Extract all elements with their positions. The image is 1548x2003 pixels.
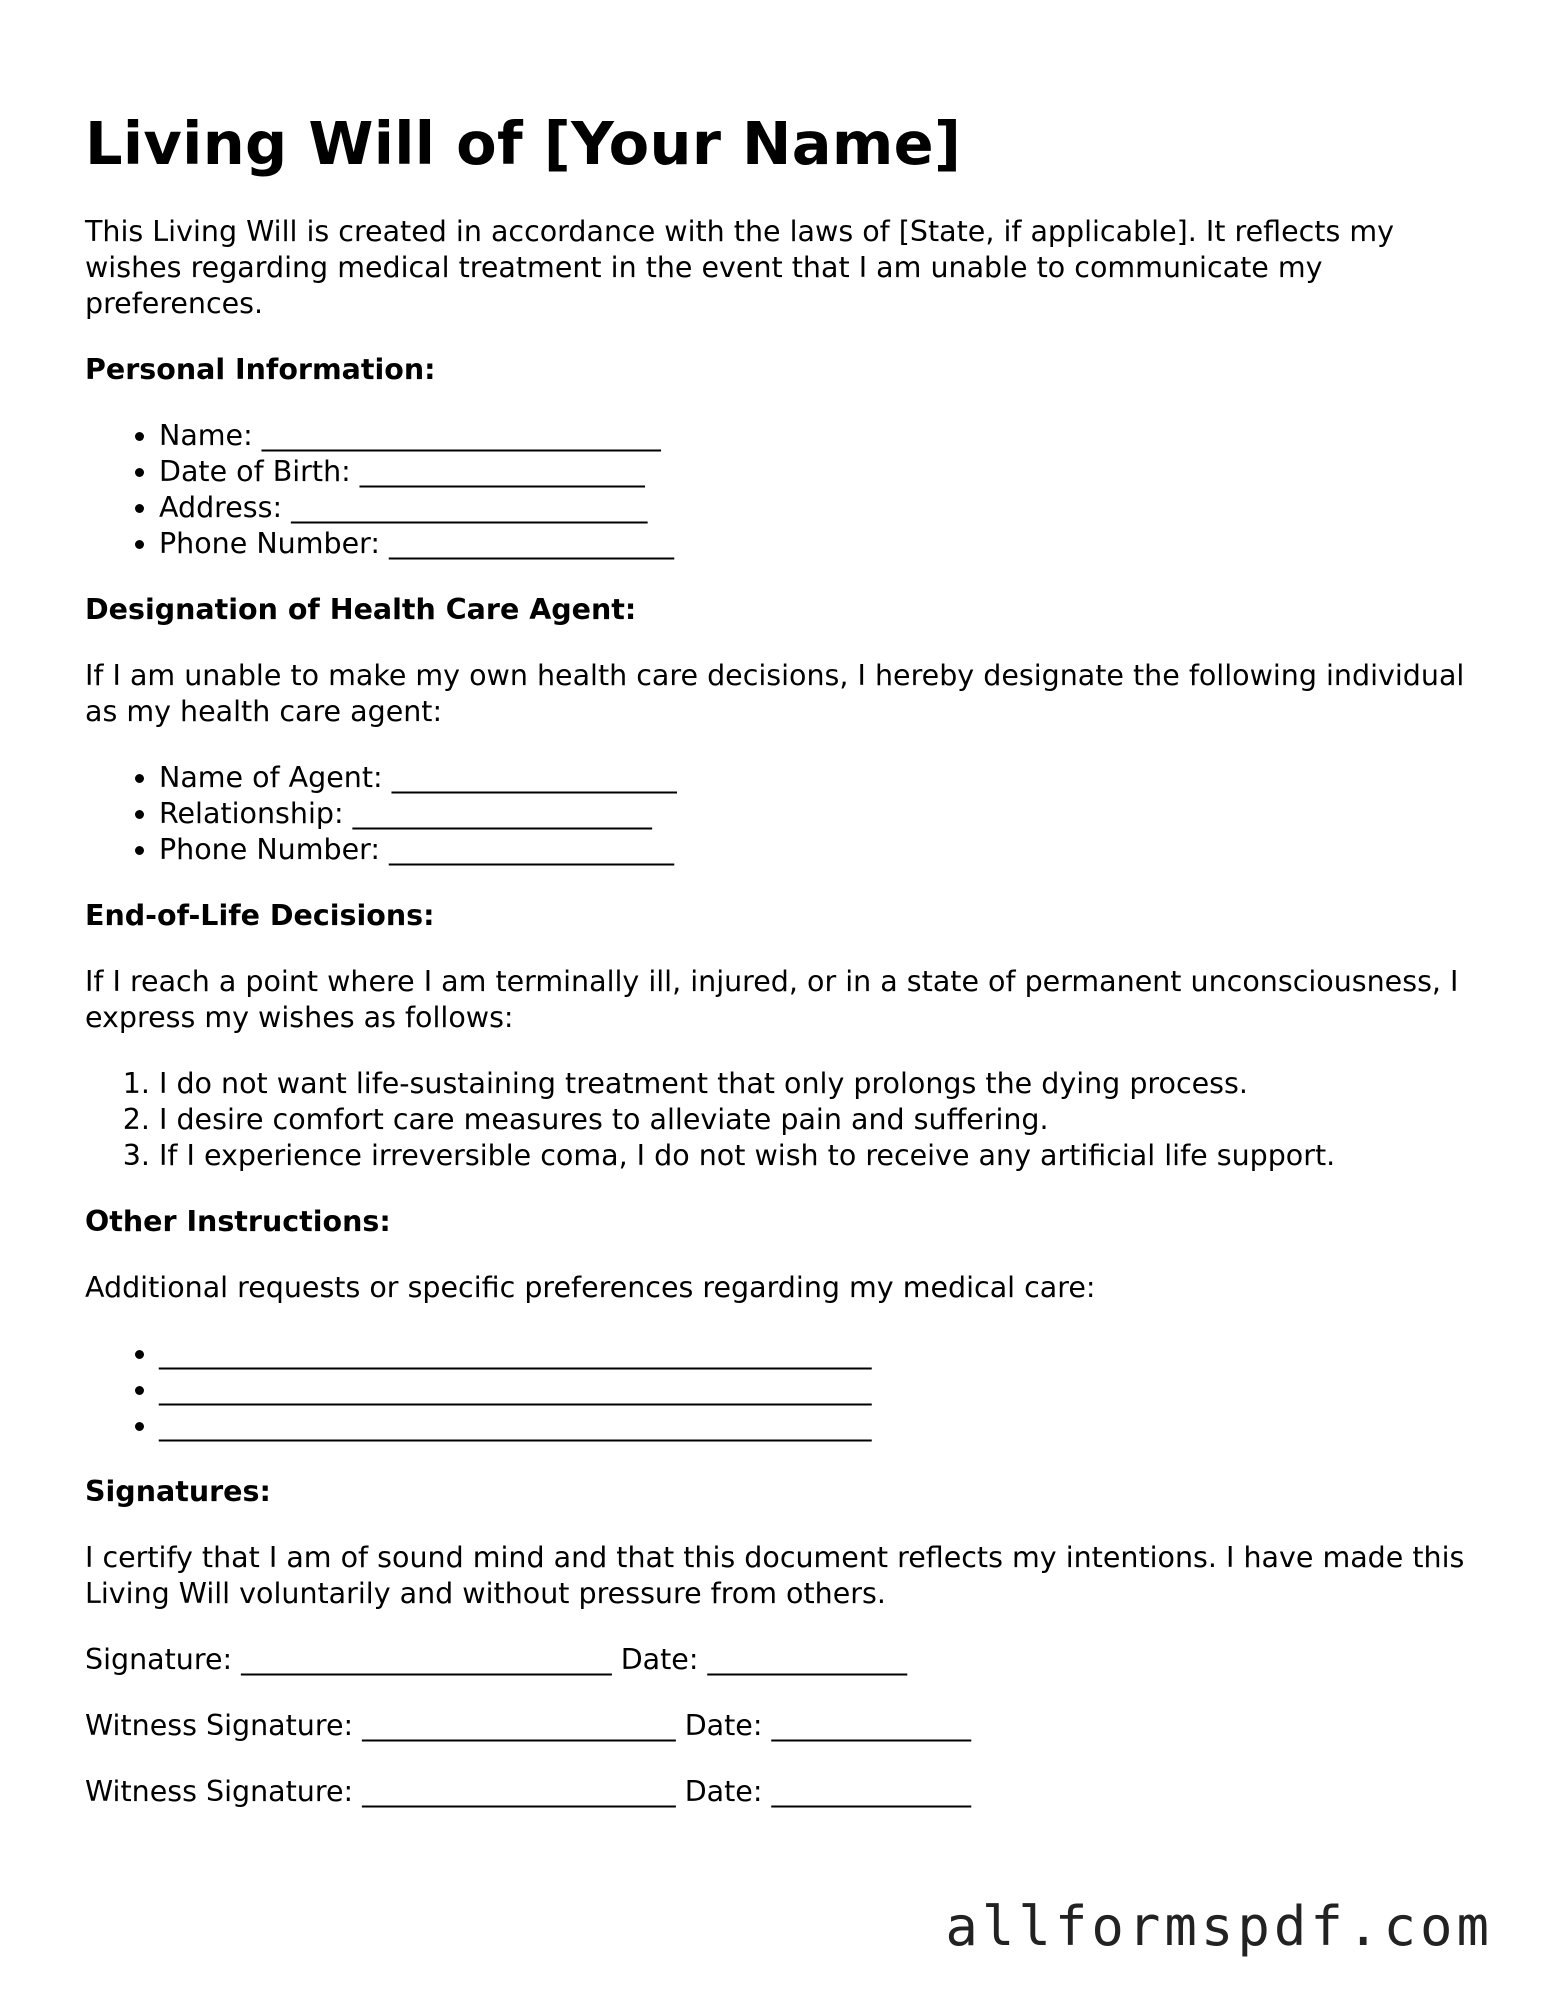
name-field: • Name: ____________________________ [159,418,1485,454]
agent-phone-field: • Phone Number: ____________________ [159,832,1485,868]
phone-number-field: • Phone Number: ____________________ [159,526,1485,562]
document-page [85,108,1485,1840]
blank-line-item: • __________________________________________________ [159,1408,1485,1444]
other-instructions-text: Additional requests or specific preferences regarding my medical care: [85,1271,1096,1304]
document-title: Living Will of [Your Name] [85,109,962,178]
signatures-text: I certify that I am of sound mind and that this document reflects my intentions. I have made this Living Will voluntarily and without pressure from others. [85,1541,1465,1610]
health-care-agent-heading: Designation of Health Care Agent: [85,593,637,626]
watermark: allformspdf.com [945,1895,1493,1958]
personal-info-heading: Personal Information: [85,353,436,386]
other-instructions-heading: Other Instructions: [85,1205,391,1238]
agent-relationship-field: • Relationship: _____________________ [159,796,1485,832]
blank-line-item: • __________________________________________________ [159,1336,1485,1372]
end-of-life-heading: End-of-Life Decisions: [85,899,435,932]
end-of-life-item: 3. If I experience irreversible coma, I do not wish to receive any artificial life support. [159,1138,1485,1174]
signature-line: Signature: __________________________ Date: ______________ [85,1643,907,1676]
other-instructions-list [85,1336,1485,1444]
personal-info-list [85,418,1485,562]
witness-signature-line: Witness Signature: ______________________ Date: ______________ [85,1709,971,1742]
end-of-life-list [85,1066,1485,1174]
end-of-life-text: If I reach a point where I am terminally ill, injured, or in a state of permanent unconsciousness, I express my wishes as follows: [85,965,1459,1034]
intro-paragraph: This Living Will is created in accordance with the laws of [State, if applicable]. It reflects my wishes regarding medical treatment in the event that I am unable to communicate my preferences. [85,215,1394,320]
health-care-agent-text: If I am unable to make my own health care decisions, I hereby designate the following individual as my health care agent: [85,659,1465,728]
address-field: • Address: _________________________ [159,490,1485,526]
date-of-birth-field: • Date of Birth: ____________________ [159,454,1485,490]
signatures-heading: Signatures: [85,1475,271,1508]
blank-line-item: • __________________________________________________ [159,1372,1485,1408]
witness-signature-line: Witness Signature: ______________________ Date: ______________ [85,1775,971,1808]
health-care-agent-list [85,760,1485,868]
agent-name-field: • Name of Agent: ____________________ [159,760,1485,796]
end-of-life-item: 1. I do not want life-sustaining treatment that only prolongs the dying process. [159,1066,1485,1102]
end-of-life-item: 2. I desire comfort care measures to alleviate pain and suffering. [159,1102,1485,1138]
